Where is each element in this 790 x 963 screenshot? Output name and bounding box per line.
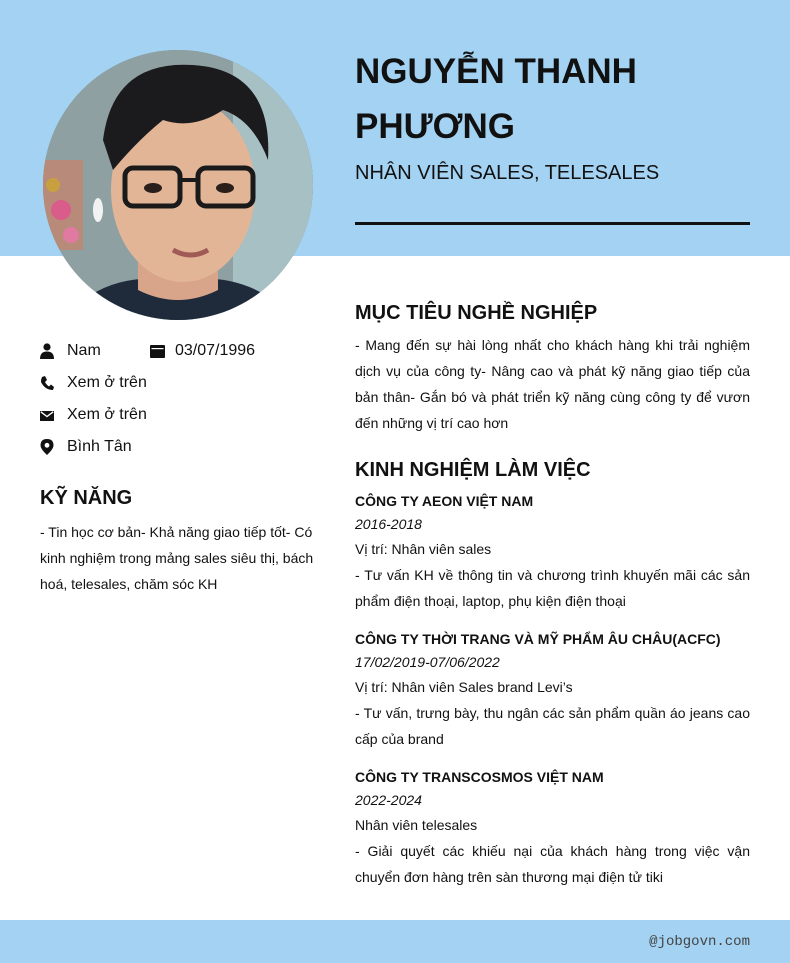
job-description: - Tư vấn KH về thông tin và chương trình khuyến mãi các sản phẩm điện thoại, laptop, phụ kiện điện thoại	[355, 567, 750, 609]
person-icon	[40, 343, 54, 359]
experience-item	[355, 489, 750, 614]
phone-icon	[40, 375, 54, 391]
dob-value: 03/07/1996	[175, 342, 256, 359]
job-role: Vị trí: Nhân viên Sales brand Levi’s	[355, 679, 573, 695]
address-value: Bình Tân	[67, 438, 132, 455]
location-pin-icon	[40, 439, 54, 455]
objective-heading: MỤC TIÊU NGHỀ NGHIỆP	[355, 302, 598, 324]
skills-text: - Tin học cơ bản- Khả năng giao tiếp tốt- Có kinh nghiệm trong mảng sales siêu thị, bách hoá, telesales, chăm sóc KH	[40, 524, 314, 592]
job-role: Vị trí: Nhân viên sales	[355, 541, 492, 557]
envelope-icon	[40, 407, 54, 423]
phone-row	[40, 374, 147, 392]
gender-value: Nam	[67, 342, 101, 359]
candidate-name: NGUYỄN THANH PHƯƠNG	[355, 52, 637, 146]
calendar-icon	[150, 344, 165, 358]
experience-heading: KINH NGHIỆM LÀM VIỆC	[355, 459, 591, 481]
work-period: 2022-2024	[355, 792, 422, 808]
company-name: CÔNG TY THỜI TRANG VÀ MỸ PHẨM ÂU CHÂU(ACFC)	[355, 631, 721, 647]
gender-row	[40, 342, 101, 360]
phone-value: Xem ở trên	[67, 374, 147, 391]
job-title: NHÂN VIÊN SALES, TELESALES	[355, 162, 660, 184]
work-period: 17/02/2019-07/06/2022	[355, 654, 500, 670]
experience-item	[355, 765, 750, 890]
footer-watermark: @jobgovn.com	[649, 934, 750, 950]
title-divider	[355, 222, 750, 225]
objective-text: - Mang đến sự hài lòng nhất cho khách hàng khi trải nghiệm dịch vụ của công ty- Nâng cao và phát kỹ năng giao tiếp của bản thân- Gắn bó và phát triển kỹ năng cùng công ty để vươn đến những vị trí cao hơn	[355, 337, 750, 431]
address-row	[40, 438, 132, 456]
email-row	[40, 406, 147, 424]
job-description: - Giải quyết các khiếu nại của khách hàng trong việc vận chuyển đơn hàng trên sàn thương mại điện tử tiki	[355, 843, 750, 885]
company-name: CÔNG TY AEON VIỆT NAM	[355, 493, 534, 509]
experience-item	[355, 627, 750, 752]
job-description: - Tư vấn, trưng bày, thu ngân các sản phẩm quần áo jeans cao cấp của brand	[355, 705, 750, 747]
skills-heading: KỸ NĂNG	[40, 487, 133, 509]
dob-row	[150, 342, 255, 360]
experience-list	[355, 489, 750, 903]
job-role: Nhân viên telesales	[355, 817, 478, 833]
email-value: Xem ở trên	[67, 406, 147, 423]
company-name: CÔNG TY TRANSCOSMOS VIỆT NAM	[355, 769, 604, 785]
profile-photo	[43, 50, 313, 320]
work-period: 2016-2018	[355, 516, 422, 532]
